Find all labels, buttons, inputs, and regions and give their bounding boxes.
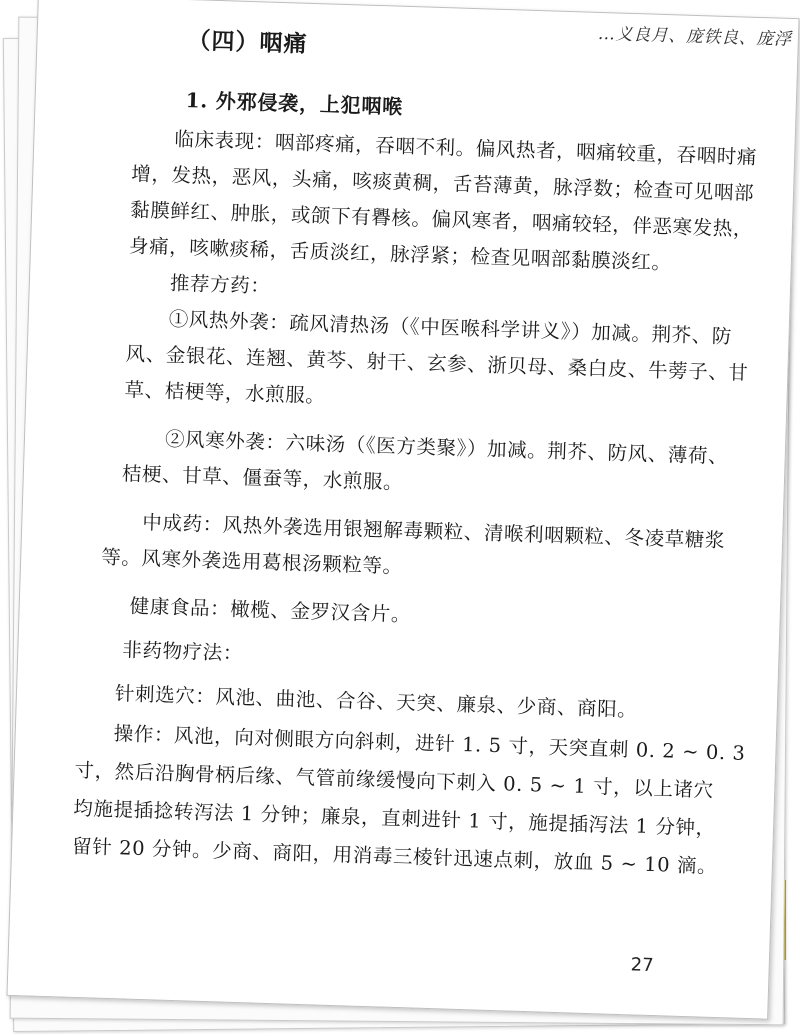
subsection-title: 1. 外邪侵袭，上犯咽喉 (185, 87, 404, 119)
body-line: 寸，然后沿胸骨柄后缘、气管前缘缓慢向下刺入 0. 5 ~ 1 寸，以上诸穴 (74, 758, 715, 802)
body-line: 均施提插捻转泻法 1 分钟；廉泉，直刺进针 1 寸，施提插泻法 1 分钟， (73, 796, 717, 840)
body-line: 草、桔梗等，水煎服。 (124, 378, 326, 408)
body-line: 中成药：风热外袭选用银翘解毒颗粒、清喉利咽颗粒、冬凌草糖浆 (142, 510, 726, 553)
body-line: 推荐方药： (169, 271, 271, 298)
body-line: 留针 20 分钟。少商、商阳，用消毒三棱针迅速点刺，放血 5 ~ 10 滴。 (71, 834, 718, 879)
body-line: 风、金银花、连翘、黄芩、射干、玄参、浙贝母、桑白皮、牛蒡子、甘 (125, 342, 749, 385)
body-line: 黏膜鲜红、肿胀，或颌下有臖核。偏风寒者，咽痛较轻，伴恶寒发热， (129, 198, 754, 241)
body-line: 桔梗、甘草、僵蚕等，水煎服。 (121, 462, 404, 494)
body-line: 增，发热，恶风，头痛，咳痰黄稠，舌苔薄黄，脉浮数；检查可见咽部 (130, 162, 755, 205)
body-line: 等。风寒外袭选用葛根汤颗粒等。 (100, 545, 404, 579)
body-line: ②风寒外袭：六味汤（《医方类聚》）加减。荆芥、防风、薄荷、 (164, 427, 729, 469)
book-page (6, 0, 799, 1020)
section-title: （四）咽痛 (187, 27, 308, 58)
body-line: ①风热外袭：疏风清热汤（《中医喉科学讲义》）加减。荆芥、防 (168, 307, 733, 349)
body-line: 非药物疗法： (122, 638, 244, 666)
body-line: 健康食品：橄榄、金罗汉含片。 (129, 594, 412, 627)
page-number: 27 (630, 954, 654, 977)
running-header: …义良月、庞铁良、庞浮 (597, 23, 792, 50)
body-line: 操作：风池，向对侧眼方向斜刺，进针 1. 5 寸，天突直刺 0. 2 ~ 0. 3 (113, 722, 746, 765)
body-line: 身痛，咳嗽痰稀，舌质淡红，脉浮紧；检查见咽部黏膜淡红。 (128, 234, 672, 275)
body-line: 针刺选穴：风池、曲池、合谷、天突、廉泉、少商、商阳。 (114, 682, 638, 722)
body-line: 临床表现：咽部疼痛，吞咽不利。偏风热者，咽痛较重，吞咽时痛 (174, 127, 758, 169)
